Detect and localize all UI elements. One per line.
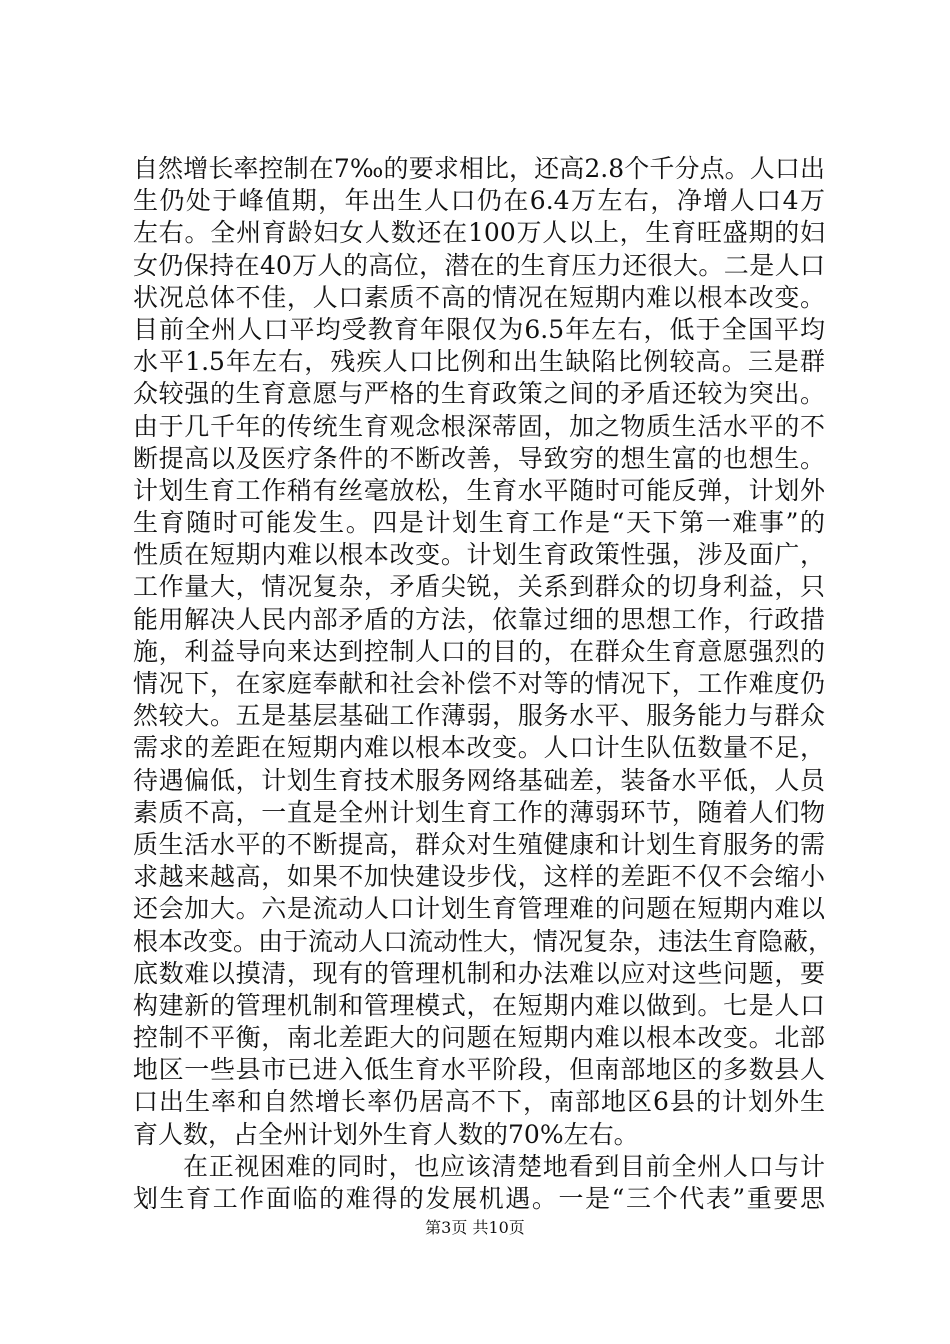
text-line: 水平1.5年左右，残疾人口比例和出生缺陷比例较高。三是群: [133, 347, 825, 377]
text-line: 工作量大，情况复杂，矛盾尖锐，关系到群众的切身利益，只: [133, 572, 825, 602]
text-line: 女仍保持在40万人的高位，潜在的生育压力还很大。二是人口: [133, 250, 825, 280]
page-footer: [0, 1218, 950, 1238]
text-line: 性质在短期内难以根本改变。计划生育政策性强，涉及面广，: [133, 540, 825, 570]
text-line: 众较强的生育意愿与严格的生育政策之间的矛盾还较为突出。: [133, 379, 825, 409]
body-text: [133, 153, 834, 1215]
text-line: 控制不平衡，南北差距大的问题在短期内难以根本改变。北部: [133, 1023, 825, 1053]
text-line: 目前全州人口平均受教育年限仅为6.5年左右，低于全国平均: [133, 314, 825, 344]
text-line: 计划生育工作稍有丝毫放松，生育水平随时可能反弹，计划外: [133, 475, 825, 505]
text-line: 能用解决人民内部矛盾的方法，依靠过细的思想工作，行政措: [133, 604, 825, 634]
text-line: 施，利益导向来达到控制人口的目的，在群众生育意愿强烈的: [133, 636, 825, 666]
paragraph-start-line: 在正视困难的同时，也应该清楚地看到目前全州人口与计: [183, 1151, 825, 1181]
text-line: 根本改变。由于流动人口流动性大，情况复杂，违法生育隐蔽，: [133, 926, 834, 956]
text-line: 然较大。五是基层基础工作薄弱，服务水平、服务能力与群众: [133, 701, 825, 731]
text-line: 由于几千年的传统生育观念根深蒂固，加之物质生活水平的不: [133, 411, 825, 441]
text-line: 质生活水平的不断提高，群众对生殖健康和计划生育服务的需: [133, 829, 825, 859]
text-line: 素质不高，一直是全州计划生育工作的薄弱环节，随着人们物: [133, 797, 825, 827]
text-line: 情况下，在家庭奉献和社会补偿不对等的情况下，工作难度仍: [133, 669, 825, 698]
paragraph-end-line: 育人数，占全州计划外生育人数的70%左右。: [133, 1119, 639, 1149]
text-line: 底数难以摸清，现有的管理机制和办法难以应对这些问题，要: [133, 958, 825, 988]
text-line: 自然增长率控制在7‰的要求相比，还高2.8个千分点。人口出: [133, 154, 825, 183]
text-line: 口出生率和自然增长率仍居高不下，南部地区6县的计划外生: [133, 1087, 825, 1117]
text-line: 待遇偏低，计划生育技术服务网络基础差，装备水平低，人员: [133, 765, 825, 795]
text-line: 生育随时可能发生。四是计划生育工作是“天下第一难事”的: [133, 508, 825, 538]
text-line: 需求的差距在短期内难以根本改变。人口计生队伍数量不足，: [133, 733, 825, 763]
text-line: 构建新的管理机制和管理模式，在短期内难以做到。七是人口: [133, 990, 825, 1020]
text-line: 地区一些县市已进入低生育水平阶段，但南部地区的多数县人: [133, 1055, 825, 1085]
page-number: 第3页 共10页: [425, 1218, 525, 1237]
text-line: 状况总体不佳，人口素质不高的情况在短期内难以根本改变。: [133, 282, 825, 312]
text-line: 还会加大。六是流动人口计划生育管理难的问题在短期内难以: [133, 894, 825, 924]
text-line: 求越来越高，如果不加快建设步伐，这样的差距不仅不会缩小: [133, 862, 825, 892]
text-line: 生仍处于峰值期，年出生人口仍在6.4万左右，净增人口4万: [133, 186, 825, 216]
text-line: 划生育工作面临的难得的发展机遇。一是“三个代表”重要思: [133, 1184, 825, 1213]
text-line: 断提高以及医疗条件的不断改善，导致穷的想生富的也想生。: [133, 443, 825, 473]
text-line: 左右。全州育龄妇女人数还在100万人以上，生育旺盛期的妇: [133, 218, 825, 248]
